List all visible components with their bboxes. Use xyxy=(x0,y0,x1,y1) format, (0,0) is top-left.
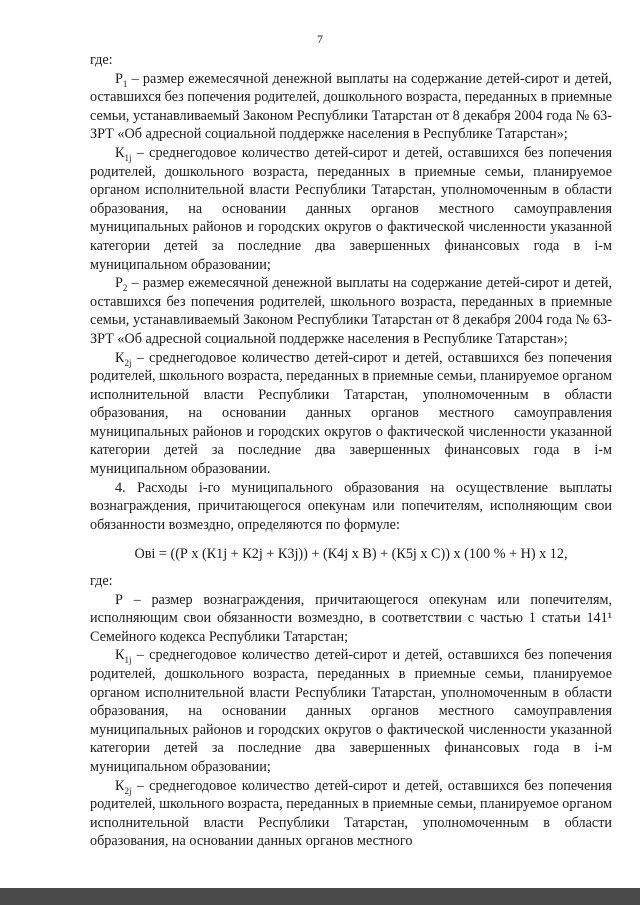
document-body xyxy=(90,51,612,851)
definition-p1 xyxy=(90,70,612,144)
definition-k1j-repeat xyxy=(90,646,612,776)
symbol-k1j-repeat-subscript: 1j xyxy=(124,655,132,666)
symbol-k2j: К xyxy=(115,349,125,366)
definition-p2-text: – размер ежемесячной денежной выплаты на содержание детей-сирот и детей, оставшихся без попечения родителей, школьного возраста, переданных в приемные семьи, устанавливаемый Законом Республики Татарстан от 8 декабря 2004 года № 63-ЗРТ «Об адресной социальной поддержке населения в Республике Татарстан»; xyxy=(90,275,612,347)
formula-ovi: Овi = ((Р x (К1j + К2j + К3j)) + (К4j x В) + (К5j x С)) x (100 % + Н) x 12, xyxy=(134,546,568,563)
definition-k1j-repeat-text: – среднегодовое количество детей-сирот и детей, оставшихся без попечения родителей, дошкольного возраста, переданных в приемные семьи, планируемое органом исполнительной власти Республики Татарстан, уполномоченным в области образования, на основании данных органов местного самоуправления муниципальных районов и городских округов о фактической численности указанной категории детей за последние два завершенных финансовых года в i-м муниципальном образовании; xyxy=(90,647,612,775)
symbol-k1j-subscript: 1j xyxy=(124,152,132,163)
symbol-p2: Р xyxy=(115,275,123,292)
symbol-p1-subscript: 1 xyxy=(122,78,128,89)
definition-k2j-text: – среднегодовое количество детей-сирот и детей, оставшихся без попечения родителей, школьного возраста, переданных в приемные семьи, планируемое органом исполнительной власти Республики Татарстан, уполномоченным в области образования, на основании данных органов местного самоуправления муниципальных районов и городских округов о фактической численности указанной категории детей за последние два завершенных финансовых года в i-м муниципальном образовании. xyxy=(90,349,612,478)
page-number: 7 xyxy=(317,32,323,46)
definition-p2 xyxy=(90,274,612,348)
scan-bottom-border xyxy=(0,888,640,905)
definition-k2j-repeat-text: – среднегодовое количество детей-сирот и детей, оставшихся без попечения родителей, школьного возраста, переданных в приемные семьи, планируемое органом исполнительной власти Республики Татарстан, уполномоченным в области образования, на основании данных органов местного xyxy=(90,777,612,850)
definition-p-reward: Р – размер вознаграждения, причитающегося опекунам или попечителям, исполняющим свои обязанности возмездно, в соответствии с частью 1 статьи 141¹ Семейного кодекса Республики Татарстан; xyxy=(90,591,612,645)
where-label: где: xyxy=(90,52,113,68)
symbol-p1: Р xyxy=(115,70,123,87)
symbol-k1j-repeat: К xyxy=(115,647,125,664)
symbol-k1j: К xyxy=(115,144,125,161)
symbol-k2j-repeat-subscript: 2j xyxy=(124,785,132,796)
section-4-paragraph: 4. Расходы i-го муниципального образования на осуществление выплаты вознаграждения, причитающегося опекунам или попечителям, исполняющим свои обязанности возмездно, определяются по формуле: xyxy=(90,479,612,533)
definition-p1-text: – размер ежемесячной денежной выплаты на содержание детей-сирот и детей, оставшихся без попечения родителей, дошкольного возраста, переданных в приемные семьи, устанавливаемый Законом Республики Татарстан от 8 декабря 2004 года № 63-ЗРТ «Об адресной социальной поддержке населения в Республике Татарстан»; xyxy=(90,70,612,143)
symbol-k2j-repeat: К xyxy=(115,777,125,794)
definition-k2j xyxy=(90,349,612,479)
definition-k2j-repeat xyxy=(90,777,612,851)
definition-k1j-text: – среднегодовое количество детей-сирот и детей, оставшихся без попечения родителей, дошкольного возраста, переданных в приемные семьи, планируемое органом исполнительной власти Республики Татарстан, уполномоченным в области образования, на основании данных органов местного самоуправления муниципальных районов и городских округов о фактической численности указанной категории детей за последние два завершенных финансовых года в i-м муниципальном образовании; xyxy=(90,144,612,273)
definition-k1j xyxy=(90,144,612,274)
symbol-k2j-subscript: 2j xyxy=(124,357,132,368)
where-label-2: где: xyxy=(90,573,113,590)
symbol-p2-subscript: 2 xyxy=(122,282,128,293)
